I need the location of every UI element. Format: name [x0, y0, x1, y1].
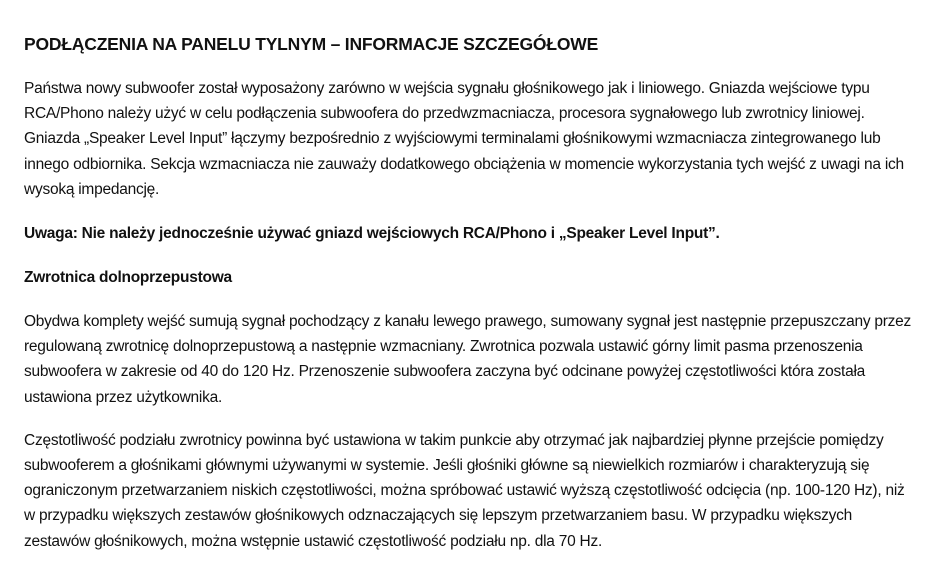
lowpass-paragraph: Obydwa komplety wejść sumują sygnał pochodzący z kanału lewego prawego, sumowany sygnał jest następnie przepuszczany przez regulowaną zwrotnicę dolnoprzepustową a następnie wzmacniany. Zwrotnica pozwala ustawić górny limit pasma przenoszenia subwoofera w zakresie od 40 do 120 Hz. Przenoszenie subwoofera zaczyna być odcinane powyżej częstotliwości która została ustawiona przez użytkownika.	[24, 313, 912, 406]
warning-note: Uwaga: Nie należy jednocześnie używać gniazd wejściowych RCA/Phono i „Speaker Level Input”.	[24, 225, 720, 243]
spacer	[24, 202, 914, 221]
section-subheading: Zwrotnica dolnoprzepustowa	[24, 269, 232, 287]
document-title: PODŁĄCZENIA NA PANELU TYLNYM – INFORMACJE SZCZEGÓŁOWE	[24, 34, 599, 54]
intro-paragraph: Państwa nowy subwoofer został wyposażony zarówno w wejścia sygnału głośnikowego jak i liniowego. Gniazda wejściowe typu RCA/Phono należy użyć w celu podłączenia subwoofera do przedwzmacniacza, procesora sygnałowego lub zwrotnicy liniowej. Gniazda „Speaker Level Input” łączymy bezpośrednio z wyjściowymi terminalami głośnikowymi wzmacniacza zintegrowanego lub innego odbiornika. Sekcja wzmacniacza nie zauważy dodatkowego obciążenia w momencie wykorzystania tych wejść z uwagi na ich wysoką impedancję.	[24, 80, 904, 198]
spacer	[24, 246, 914, 265]
spacer	[24, 410, 914, 428]
crossover-paragraph: Częstotliwość podziału zwrotnicy powinna być ustawiona w takim punkcie aby otrzymać jak najbardziej płynne przejście pomiędzy subwooferem a głośnikami głównymi używanymi w systemie. Jeśli głośniki główne są niewielkich rozmiarów i charakteryzują się ograniczonym przetwarzaniem niskich częstotliwości, można spróbować ustawić wyższą częstotliwość odcięcia (np. 100-120 Hz), niż w przypadku większych zestawów głośnikowych odznaczających się lepszym przetwarzaniem basu. W przypadku większych zestawów głośnikowych, można wstępnie ustawić częstotliwość podziału np. dla 70 Hz.	[24, 431, 905, 550]
document-page	[24, 32, 914, 554]
spacer	[24, 290, 914, 309]
